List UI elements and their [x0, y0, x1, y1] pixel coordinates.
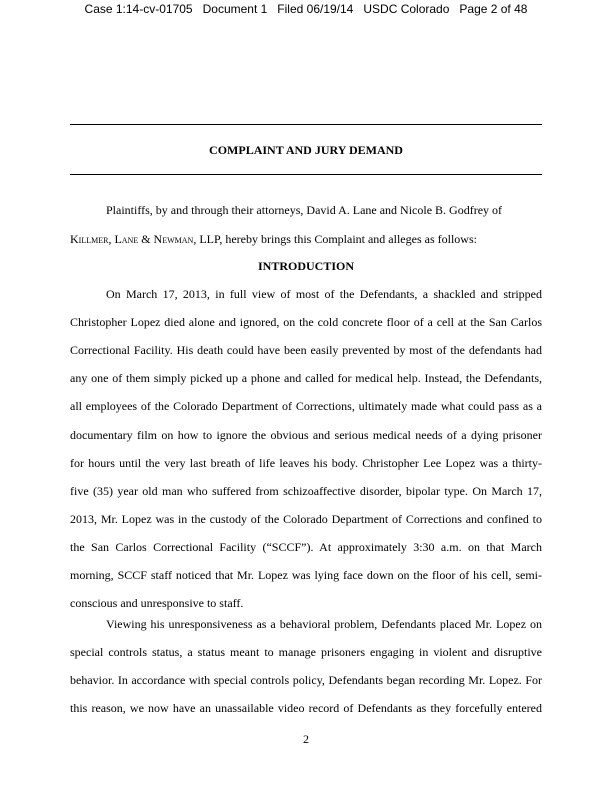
law-firm-name: Killmer, Lane & Newman	[70, 232, 194, 246]
body-line: documentary film on how to ignore the obvious and serious medical needs of a dying prisoner	[70, 427, 542, 442]
intro-line-2	[70, 232, 542, 247]
body-line: all employees of the Colorado Department of Corrections, ultimately made what could pass as a	[70, 399, 542, 414]
bottom-rule	[70, 174, 542, 175]
body-line: the San Carlos Correctional Facility (“SCCF”). At approximately 3:30 a.m. on that March	[70, 539, 542, 554]
body-line: behavior. In accordance with special controls policy, Defendants began recording Mr. Lopez. For	[70, 673, 542, 688]
body-line: On March 17, 2013, in full view of most of the Defendants, a shackled and stripped	[106, 287, 542, 301]
intro-line-2-rest: , LLP, hereby brings this Complaint and alleges as follows:	[193, 232, 477, 246]
intro-line-1: Plaintiffs, by and through their attorneys, David A. Lane and Nicole B. Godfrey of	[106, 203, 503, 217]
body-line: for hours until the very last breath of life leaves his body. Christopher Lee Lopez was a thirty-	[70, 455, 542, 470]
body-line: Viewing his unresponsiveness as a behavioral problem, Defendants placed Mr. Lopez on	[106, 617, 542, 631]
body-line: any one of them simply picked up a phone and called for medical help. Instead, the Defendants,	[70, 371, 542, 386]
document-title: COMPLAINT AND JURY DEMAND	[209, 143, 403, 157]
case-header: Case 1:14-cv-01705 Document 1 Filed 06/19/14 USDC Colorado Page 2 of 48	[84, 2, 528, 16]
page-number: 2	[303, 732, 309, 746]
body-line: conscious and unresponsive to staff.	[70, 596, 244, 611]
top-rule	[70, 124, 542, 125]
body-line: this reason, we now have an unassailable video record of Defendants as they forcefully entered	[70, 701, 542, 716]
body-line: five (35) year old man who suffered from schizoaffective disorder, bipolar type. On March 17,	[70, 483, 542, 498]
body-line: Christopher Lopez died alone and ignored, on the cold concrete floor of a cell at the San Carlos	[70, 315, 542, 330]
body-line: special controls status, a status meant to manage prisoners engaging in violent and disruptive	[70, 645, 542, 660]
body-line: 2013, Mr. Lopez was in the custody of the Colorado Department of Corrections and confined to	[70, 511, 542, 526]
body-line: Correctional Facility. His death could have been easily prevented by most of the defendants had	[70, 343, 542, 358]
body-line: morning, SCCF staff noticed that Mr. Lopez was lying face down on the floor of his cell, semi-	[70, 568, 542, 582]
section-heading: INTRODUCTION	[257, 259, 354, 273]
